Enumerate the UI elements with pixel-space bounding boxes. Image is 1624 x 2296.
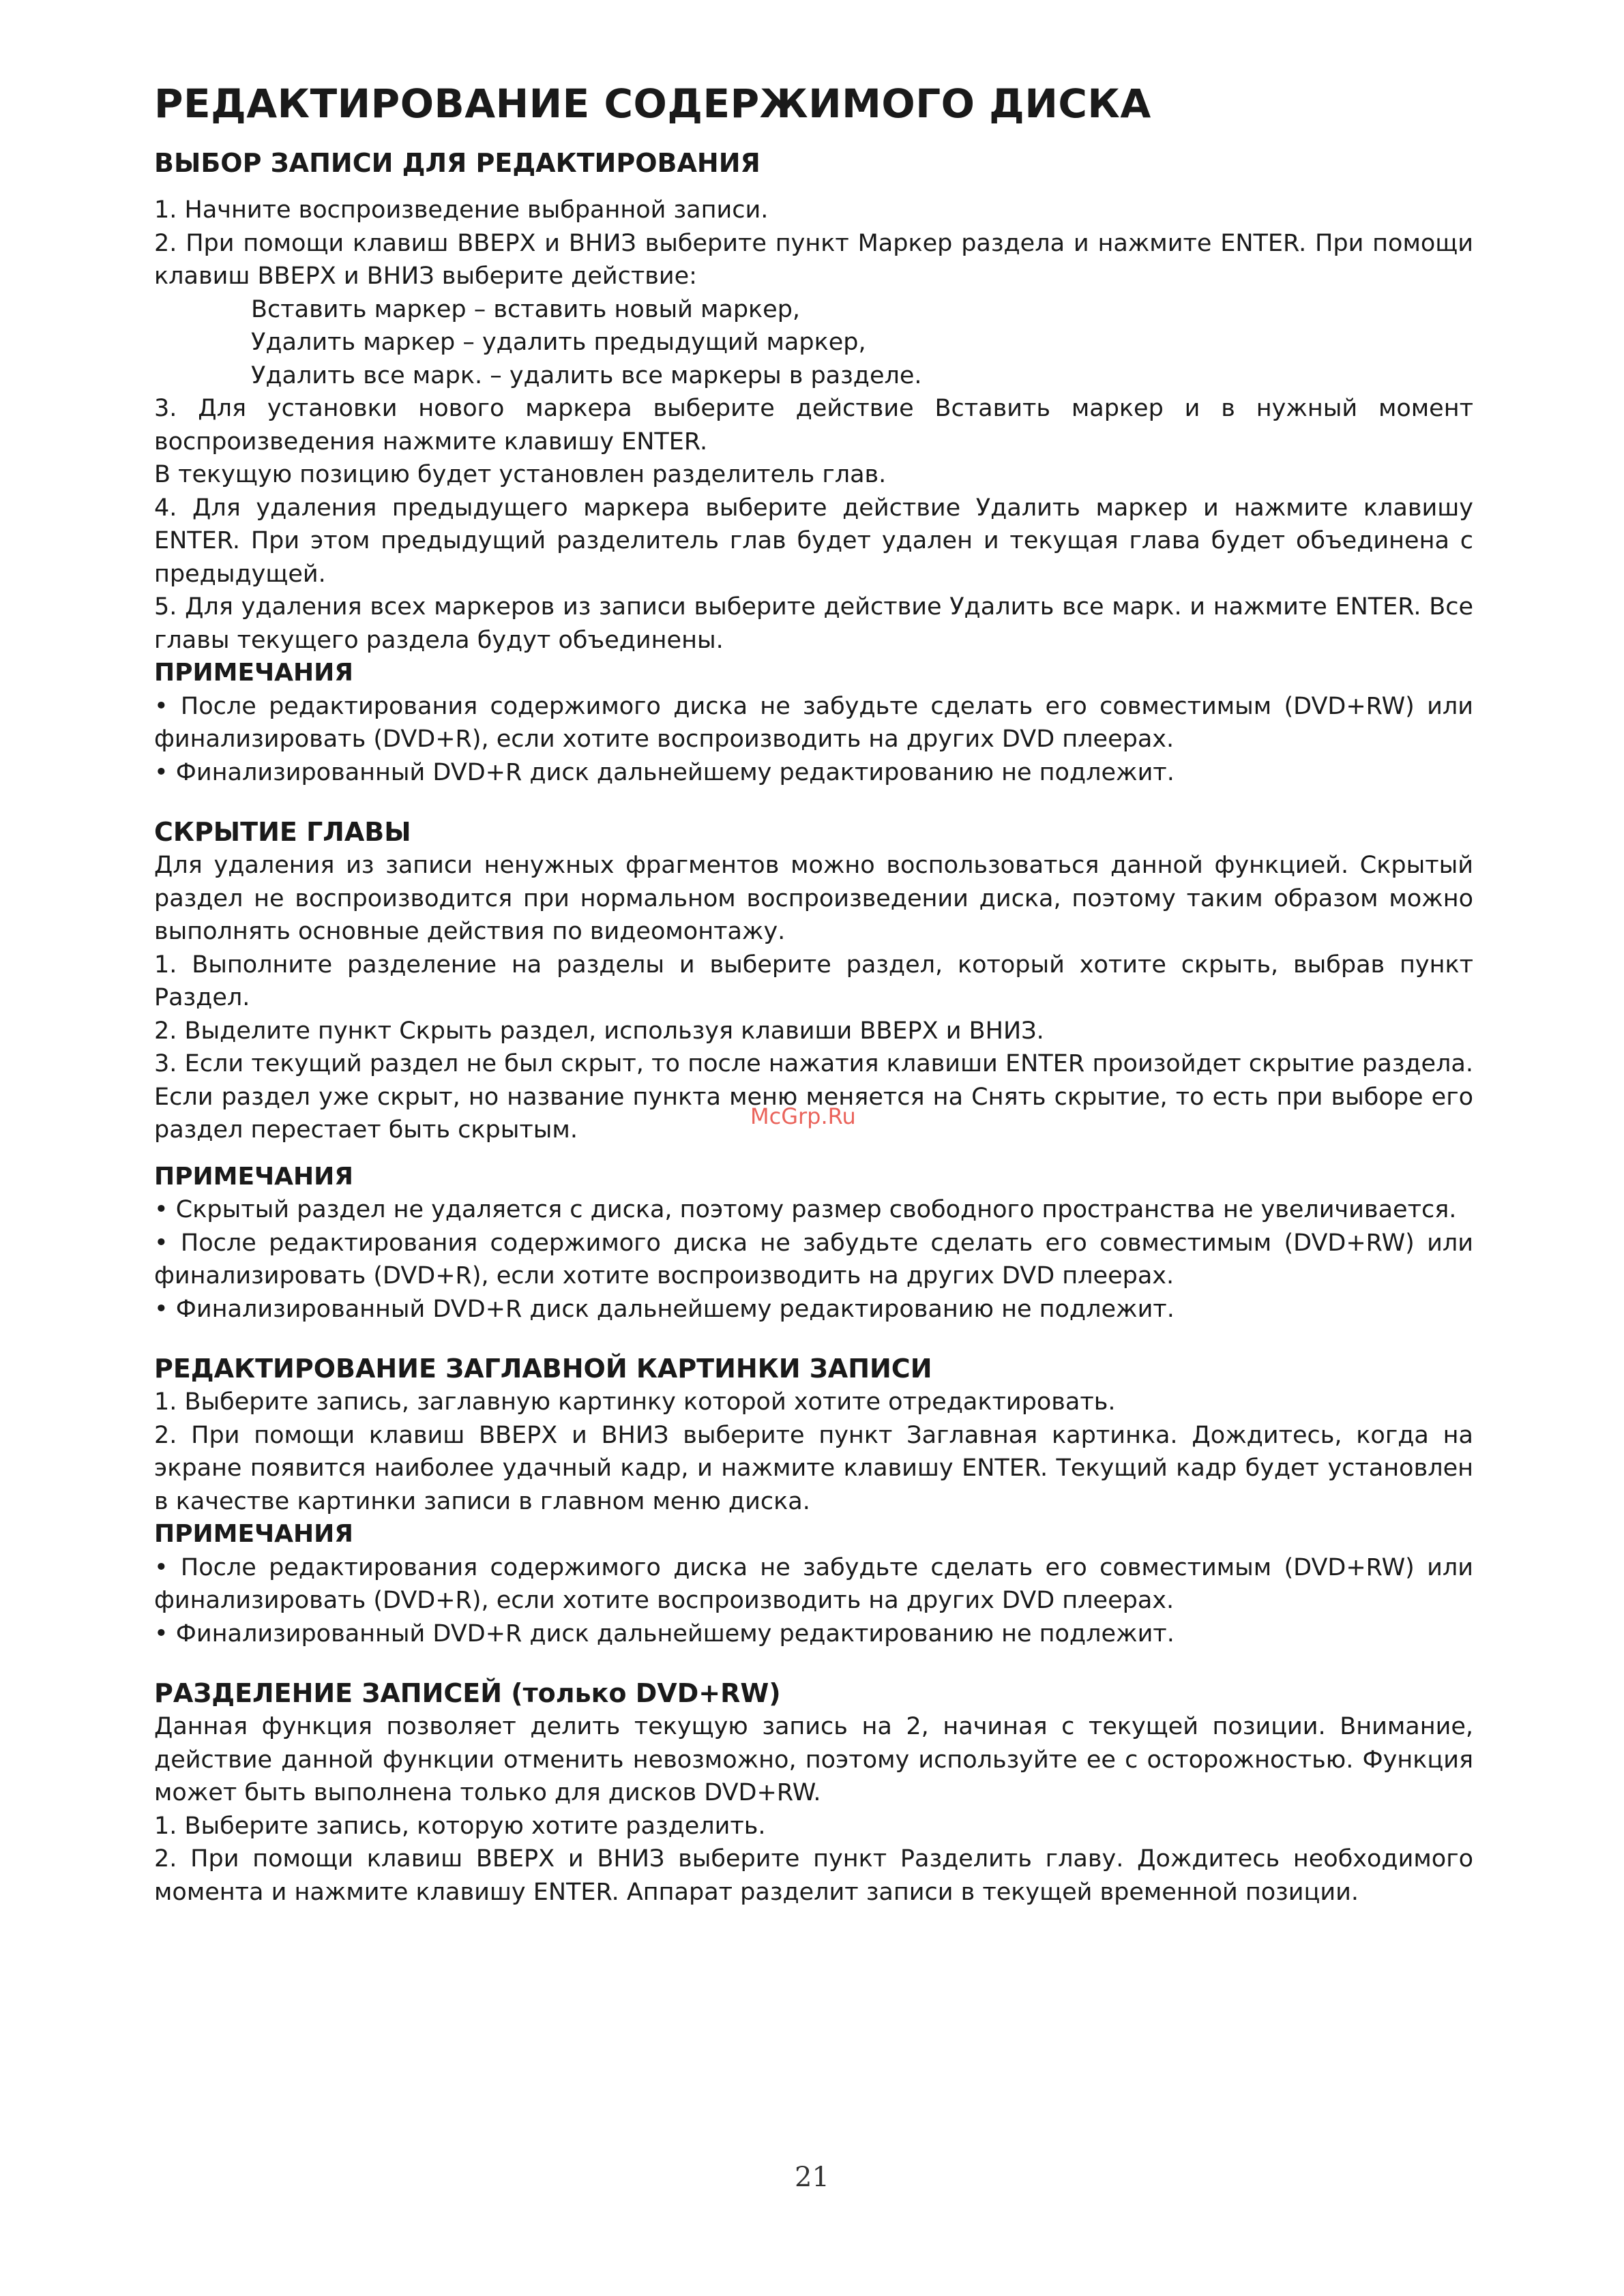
paragraph: 1. Выберите запись, заглавную картинку которой хотите отредактировать. <box>154 1388 1116 1416</box>
section-heading: РАЗДЕЛЕНИЕ ЗАПИСЕЙ (только DVD+RW) <box>154 1678 781 1708</box>
notes-heading: ПРИМЕЧАНИЯ <box>154 1520 353 1548</box>
paragraph: 3. Если текущий раздел не был скрыт, то после нажатия клавиши ENTER произойдет скрытие раздела. Если раздел уже скрыт, но название пункта меню меняется на Снять скрытие, то есть при выборе его раздел перестает быть скрытым. <box>154 1050 1473 1144</box>
page-title: РЕДАКТИРОВАНИЕ СОДЕРЖИМОГО ДИСКА <box>154 80 1151 127</box>
paragraph: 1. Выполните разделение на разделы и выберите раздел, который хотите скрыть, выбрав пункт Раздел. <box>154 951 1473 1011</box>
paragraph: 1. Начните воспроизведение выбранной записи. <box>154 196 769 224</box>
note-item: • Скрытый раздел не удаляется с диска, поэтому размер свободного пространства не увеличивается. <box>154 1196 1457 1223</box>
note-item: • Финализированный DVD+R диск дальнейшему редактированию не подлежит. <box>154 1295 1175 1323</box>
section-hide-chapter <box>154 815 1473 1326</box>
paragraph: 3. Для установки нового маркера выберите действие Вставить маркер и в нужный момент воспроизведения нажмите клавишу ENTER. <box>154 395 1473 456</box>
paragraph: 2. При помощи клавиш ВВЕРХ и ВНИЗ выберите пункт Разделить главу. Дождитесь необходимого момента и нажмите клавишу ENTER. Аппарат разделит записи в текущей временной позиции. <box>154 1845 1473 1906</box>
watermark: McGrp.Ru <box>750 1103 856 1129</box>
note-item: • После редактирования содержимого диска не забудьте сделать его совместимым (DVD+RW) или финализировать (DVD+R), если хотите воспроизводить на других DVD плеерах. <box>154 692 1473 753</box>
paragraph: Данная функция позволяет делить текущую запись на 2, начиная с текущей позиции. Внимание, действие данной функции отменить невозможно, поэтому используйте ее с осторожностью. Функция может быть выполнена только для дисков DVD+RW. <box>154 1713 1473 1806</box>
note-item: • Финализированный DVD+R диск дальнейшему редактированию не подлежит. <box>154 758 1175 786</box>
section-heading: ВЫБОР ЗАПИСИ ДЛЯ РЕДАКТИРОВАНИЯ <box>154 148 761 178</box>
option-item: Удалить все марк. – удалить все маркеры в разделе. <box>251 361 922 389</box>
paragraph: 5. Для удаления всех маркеров из записи выберите действие Удалить все марк. и нажмите ENTER. Все главы текущего раздела будут объединены. <box>154 593 1473 654</box>
notes-heading: ПРИМЕЧАНИЯ <box>154 1162 353 1191</box>
section-heading: СКРЫТИЕ ГЛАВЫ <box>154 817 411 847</box>
note-item: • Финализированный DVD+R диск дальнейшему редактированию не подлежит. <box>154 1620 1175 1648</box>
option-item: Вставить маркер – вставить новый маркер, <box>251 295 801 323</box>
option-item: Удалить маркер – удалить предыдущий маркер, <box>251 329 866 356</box>
paragraph: Для удаления из записи ненужных фрагментов можно воспользоваться данной функцией. Скрытый раздел не воспроизводится при нормальном воспроизведении диска, поэтому таким образом можно выполнять основные действия по видеомонтажу. <box>154 852 1473 945</box>
note-item: • После редактирования содержимого диска не забудьте сделать его совместимым (DVD+RW) или финализировать (DVD+R), если хотите воспроизводить на других DVD плеерах. <box>154 1553 1473 1614</box>
paragraph: В текущую позицию будет установлен разделитель глав. <box>154 461 887 488</box>
note-item: • После редактирования содержимого диска не забудьте сделать его совместимым (DVD+RW) или финализировать (DVD+R), если хотите воспроизводить на других DVD плеерах. <box>154 1229 1473 1289</box>
paragraph: 2. Выделите пункт Скрыть раздел, используя клавиши ВВЕРХ и ВНИЗ. <box>154 1017 1044 1045</box>
section-title-picture <box>154 1352 1473 1650</box>
paragraph: 2. При помощи клавиш ВВЕРХ и ВНИЗ выберите пункт Маркер раздела и нажмите ENTER. При помощи клавиш ВВЕРХ и ВНИЗ выберите действие: <box>154 229 1473 290</box>
paragraph: 1. Выберите запись, которую хотите разделить. <box>154 1812 766 1840</box>
notes-heading: ПРИМЕЧАНИЯ <box>154 659 353 687</box>
section-split-records <box>154 1676 1473 1909</box>
page-number: 21 <box>795 2162 829 2193</box>
paragraph: 4. Для удаления предыдущего маркера выберите действие Удалить маркер и нажмите клавишу ENTER. При этом предыдущий разделитель глав будет удален и текущая глава будет объединена с предыдущей. <box>154 494 1473 588</box>
manual-page <box>154 76 1473 1909</box>
section-heading: РЕДАКТИРОВАНИЕ ЗАГЛАВНОЙ КАРТИНКИ ЗАПИСИ <box>154 1354 932 1384</box>
section-select-record <box>154 146 1473 789</box>
paragraph: 2. При помощи клавиш ВВЕРХ и ВНИЗ выберите пункт Заглавная картинка. Дождитесь, когда на экране появится наиболее удачный кадр, и нажмите клавишу ENTER. Текущий кадр будет установлен в качестве картинки записи в главном меню диска. <box>154 1421 1473 1515</box>
